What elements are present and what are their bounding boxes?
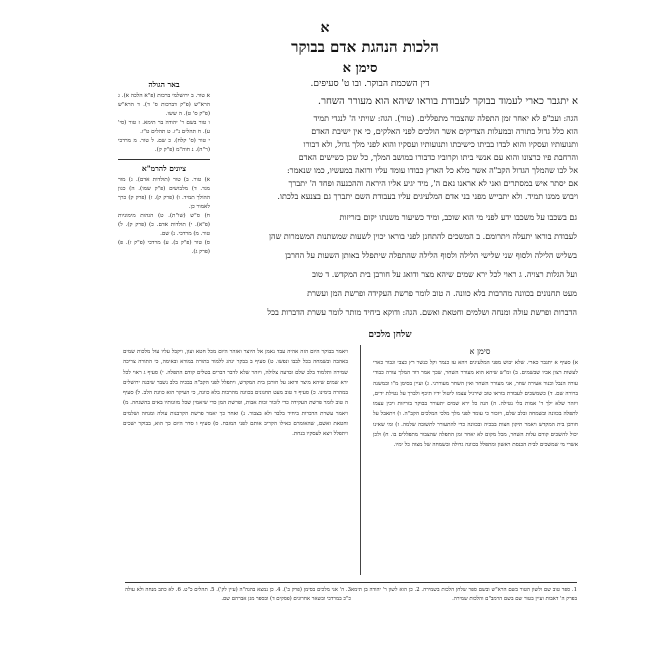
main-text-line: אל לבו שהמלך הגדול הקב"ה אשר מלא כל הארץ כבודו עומד עליו ורואה במעשיו, כמו שנאמר: [286,166,578,175]
footnote: 1. ספר טוב שם ולשון הטור בשם הרא"ש ובשם ספר שלחן הלכות בשמירה. 2. כן הוא לשון ר' יהודה בן תימא בפרק ה' דאבות ועיין בטור שם בשם הרמב"ם והלכות שמירה. [351,587,577,602]
side-note: י טור (ס' קלח). כ שם. ל טור. מ מרדכי (ר"ה). נ חוה"מ (פ"ק ק). [118,138,210,153]
main-text-line: ותנועותיו ועסקיו והוא לבדו בביתו כישיבתו ותנועותיו ועסקיו והוא לפני מלך גדול, ולא דבורו [303,140,578,149]
main-text-line: אם יסתר איש במסתרים ואני לא אראנו נאם ה', מיד יגיע אליו היראה וההכנעה ופחד ה' יתברך [288,179,578,188]
running-title: הלכות הנהגת אדם בבוקר [291,38,439,56]
wide-text-line: מעט תחנונים בכוונה מהרבות בלא כוונה. ה טוב לומר פרשת העקידה ופרשת המן ועשרת [307,289,577,298]
side-divider [118,159,210,160]
commentary-column-right: א) סעיף א יתגבר כארי. שלא יבוש מפני המלעיגים ויהא עז כנמר וקל כנשר רץ כצבי וגבור כארי לעשות רצון אביו שבשמים. ב) ומ"ש שיהא הוא מעורר השחר, שכך אמר דוד המלך עורה כבודי עורה הנבל וכנור אעירה שחר, אני מעורר השחר ואין השחר מעוררני. ג) ועיין בסימן מ"ו ובמשנה ברורה שם. ד) כשמשכים לעבודת בוראו טוב שירגיל עצמו ליטול ידיו תיכף ולברך על נטילת ידים, ויזהר שלא ילך ד' אמות בלי נטילה. ה) הנה כל ירא שמים יתעורר בבוקר בזריזות ויכין עצמו לתפלה בכוונה ובשמחה ובלב שלם, ויזכור כי עומד לפני מלך מלכי המלכים הקב"ה. ו) ויתאבל על חורבן בית המקדש ויאמר תיקון חצות בבכיה ובכוונה כדי להתעורר לתשובה שלמה. ז) ומי שאינו יכול להשכים קודם עלות השחר, מכל מקום לא יאחר זמן התפלה שהצבור מתפללים בו. ח) ולכן אשרי מי שמשכים לבית הכנסת ראשון ומתפלל בכוונה גדולה ובשמחה של מצוה כל ימיו. [373,360,578,449]
siman-subtitle: דין השכמת הבוקר. ובו ט' סעיפים. [310,79,430,89]
footnote-rule [125,582,577,583]
commentary-column-left: ויאמר בבוקר היום הזה אהיה עבד נאמן אל היוצר ואזהר היום מכל חטא ועון, ויקבל עליו עול מלכות שמים באהבה ובשמחה בכל לבבו ונפשו. ט) סעיף ב בבקר ינהג ללמוד בתורה במורא ובאימה, כי התורה צריכה שמירה ותלמוד בלב שלם ובדעה צלולה, ויזהר שלא לדבר דברים בטלים קודם התפלה. י) סעיף ג ראוי לכל ירא שמים שיהא מיצר ודואג על חורבן בית המקדש, ויתפלל לפני הקב"ה בבכיה בלב נשבר שיבנה ירושלים במהרה בימינו. כ) סעיף ד טוב מעט תחנונים בכוונה מהרבות בלא כוונה, כי העיקר הוא כוונת הלב. ל) סעיף ה טוב לומר פרשת העקידה כדי לזכור זכות אבות, ופרשת המן כדי שיאמין שכל מזונותיו באים בהשגחה. מ) ויאמר עשרת הדברות ביחיד בלבד ולא בצבור. נ) ואחר כך יאמר פרשת הקרבנות עולה ומנחה ושלמים וחטאת ואשם, שהאומרם כאילו הקריב אותם לפני המזבח. ס) סעיף ו סדר היום כך הוא, בבוקר ישכים ויתפלל ויצא לעסקיו בנחת. [123,349,348,438]
wide-text-line: לעבודת בוראו יתעלה ויתרומם. ב המשכים להתחנן לפני בוראו יכוין לשעות שמשתנות המשמרות שהן [269,232,577,241]
side-note: ס) טור (פ"ק ב). ע) מרדכי (פ"ק ז). פ) (פרק ג). [118,240,210,255]
main-text-line: ויבוש ממנו תמיד. ולא יתבייש מפני בני אדם המלעיגים עליו בעבודת השם יתברך גם בצנעא בלכתו. [277,192,578,201]
side-note: א) טור. ב) טור (תולדות אדם). ג) מור מגד. ד) מלבושים (פ"ק שמו). ה) כגון ההולך תמיד. ו) (פרק ק). ז) (פרק ק) כרך לאמור כן. [118,177,210,210]
footnotes [125,586,577,603]
side-note: א טור. ב ירושלמי ברכות (פ"א הלכה א). ג הרא"ש (פ"ק דברכות ס' ד). ד הרא"ש (פ"ק ס' ט). ה ששו. [118,93,210,117]
main-text-line: והרחבת פיו כרצונו והוא עם אנשי ביתו וקרוביו כדבורו במושב המלך, כל שכן כשישים האדם [298,153,578,162]
main-text-line: א יתגבר כארי לעמוד בבוקר לעבודת בוראו שיהא הוא מעורר השחר. [317,96,578,107]
commentary-header: שלחן מלכים [368,330,412,340]
footnote: 3. ה' אני מלכים בסימן (פרק ב'). 4. כן נמצא בהגה"ה (עיין לק'). 5. תהלים כ"ט. 6. לא כתב מנחה ולא עולה כ"כ במרדכי ובשאר אחרונים (פסקים ד) ובספר מגן אברהם שם. [125,587,351,602]
wide-text-line: גם בשכבו על משכבו ידע לפני מי הוא שוכב, ומיד כשיעור משנתו יקום בזריזות [339,213,577,222]
side-notes-column [118,78,210,257]
column-divider [360,345,361,575]
siman-title: סימן א [342,61,378,76]
side-note: ו טור בשם ר' יהודה בר תימא. ז טור (סי' ע). ח תהלים נ"ז. ט תהלים ט"ז. [118,120,210,135]
wide-text-line: ועל הגלות רצויה. ג ראוי לכל ירא שמים שיהא מצר ודואג על חורבן בית המקדש. ד טוב [312,270,577,279]
side-heading-tziyunim: ציונים להרמ"א [141,164,187,173]
side-heading-beer-hagolah: באר הגולה [148,80,180,89]
wide-text-line: בשליש הלילה ולסוף שני שלישי הלילה ולסוף הלילה שהתפלה שיתפלל באותן השעות על החרבן [285,251,577,260]
side-note: ח) ס"ש (שו"ת). ט) הגהות מימוניות (פ"א). י) תולדות אדם. כ) (פרק ק). ל) טור. מ) מרדכי. נ) שם. [118,213,210,237]
commentary-siman-label: סימן א [469,347,491,356]
page-number: א [320,20,330,36]
main-text-line: הגה: ועכ"פ לא יאחר זמן התפלה שהצבור מתפללים. (טור). הגה: שויתי ה' לנגדי תמיד [313,114,578,123]
main-text-line: הוא כלל גדול בתורה ובמעלות הצדיקים אשר הולכים לפני האלקים, כי אין ישיבת האדם [311,127,578,136]
wide-text-line: הדברות ופרשת עולה ומנחה ושלמים וחטאת ואשם. הגה: ודוקא ביחיד מותר לומר עשרת הדברות בכל [267,308,577,317]
